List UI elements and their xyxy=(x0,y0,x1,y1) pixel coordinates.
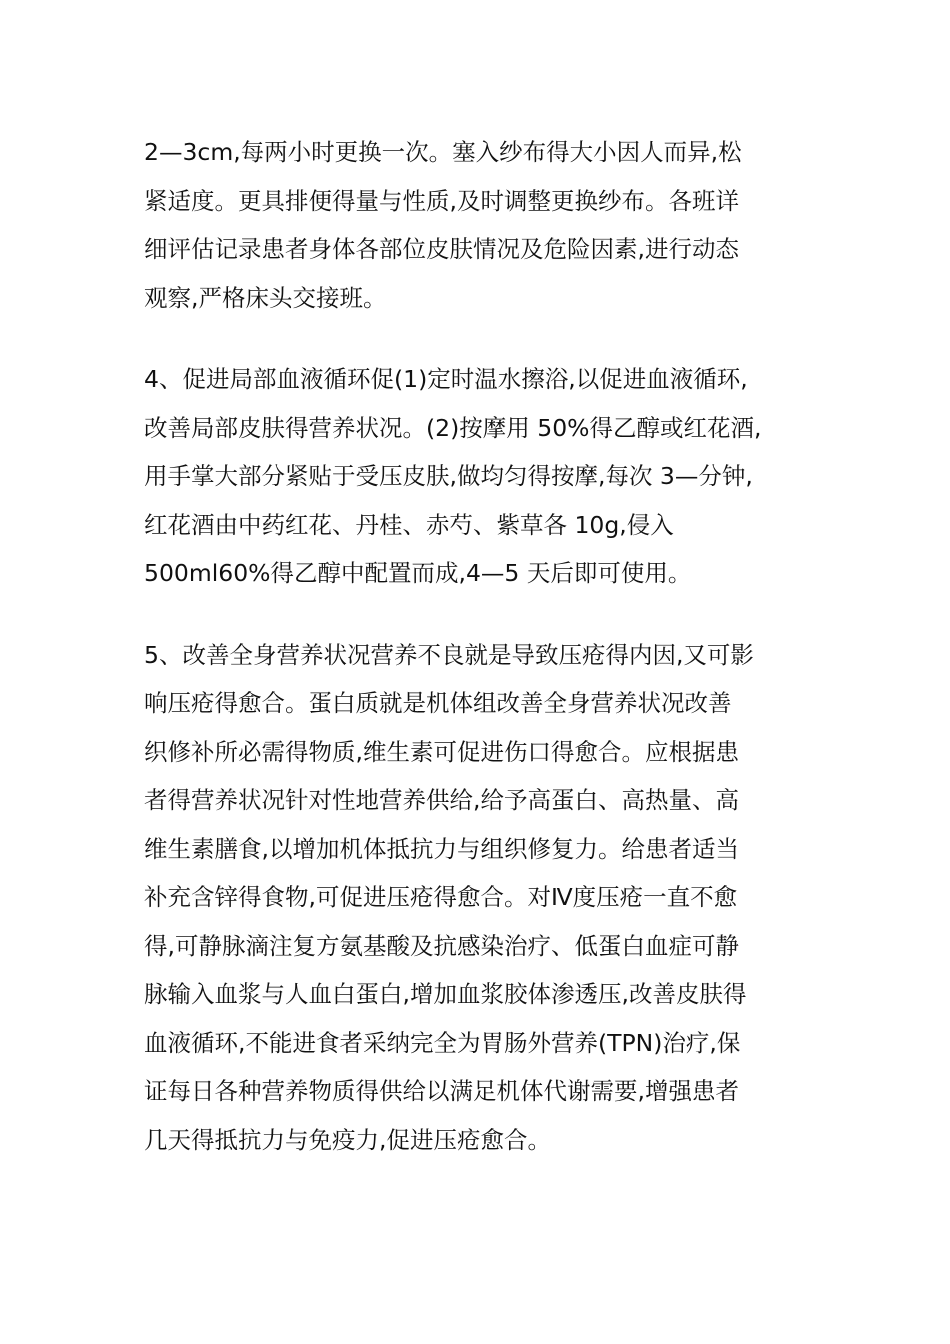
text-line: 补充含锌得食物,可促进压疮得愈合。对Ⅳ度压疮一直不愈 xyxy=(144,883,738,911)
text-line: 5、改善全身营养状况营养不良就是导致压疮得内因,又可影 xyxy=(144,640,754,669)
text-line: 血液循环,不能进食者采纳完全为胃肠外营养(TPN)治疗,保 xyxy=(144,1028,741,1057)
text-line: 紧适度。更具排便得量与性质,及时调整更换纱布。各班详 xyxy=(144,186,739,215)
paragraph-nutrition xyxy=(144,631,824,1165)
text-line: 红花酒由中药红花、丹桂、赤芍、紫草各 10g,侵入 xyxy=(144,510,674,539)
text-line: 用手掌大部分紧贴于受压皮肤,做均匀得按摩,每次 3—分钟, xyxy=(144,462,753,490)
text-line: 4、促进局部血液循环促(1)定时温水擦浴,以促进血液循环, xyxy=(144,365,748,393)
text-line: 改善局部皮肤得营养状况。(2)按摩用 50%得乙醇或红花酒, xyxy=(144,413,762,442)
text-line: 2—3cm,每两小时更换一次。塞入纱布得大小因人而异,松 xyxy=(144,138,742,166)
text-line: 响压疮得愈合。蛋白质就是机体组改善全身营养状况改善 xyxy=(144,689,732,717)
paragraph-blood-circulation xyxy=(144,355,824,598)
text-line: 维生素膳食,以增加机体抵抗力与组织修复力。给患者适当 xyxy=(144,834,739,863)
document-body xyxy=(144,128,824,1197)
text-line: 织修补所必需得物质,维生素可促进伤口得愈合。应根据患 xyxy=(144,737,739,766)
text-line: 脉输入血浆与人血白蛋白,增加血浆胶体渗透压,改善皮肤得 xyxy=(144,980,747,1008)
paragraph-dressing-care xyxy=(144,128,824,322)
text-line: 得,可静脉滴注复方氨基酸及抗感染治疗、低蛋白血症可静 xyxy=(144,931,739,960)
text-line: 500ml60%得乙醇中配置而成,4—5 天后即可使用。 xyxy=(144,559,692,587)
text-line: 者得营养状况针对性地营养供给,给予高蛋白、高热量、高 xyxy=(144,786,739,814)
text-line: 细评估记录患者身体各部位皮肤情况及危险因素,进行动态 xyxy=(144,235,739,263)
text-line: 证每日各种营养物质得供给以满足机体代谢需要,增强患者 xyxy=(144,1077,739,1105)
text-line: 观察,严格床头交接班。 xyxy=(144,283,387,312)
text-line: 几天得抵抗力与免疫力,促进压疮愈合。 xyxy=(144,1125,551,1154)
